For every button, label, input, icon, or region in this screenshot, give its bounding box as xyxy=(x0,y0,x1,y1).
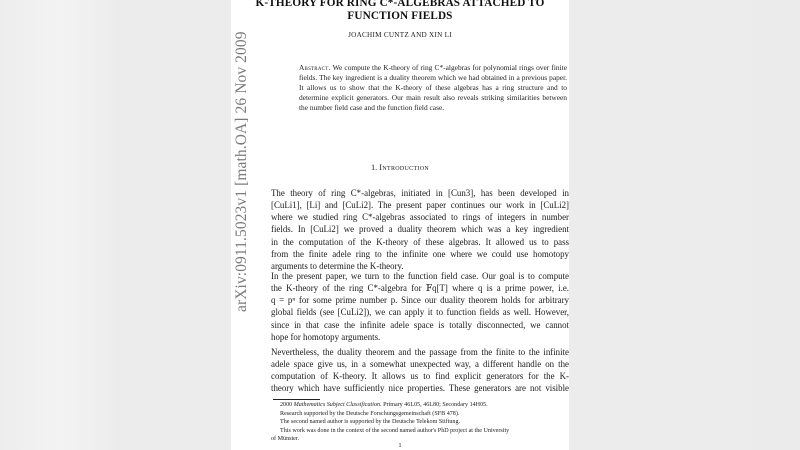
paper-authors: JOACHIM CUNTZ AND XIN LI xyxy=(348,31,452,39)
paragraph-line: q = pⁿ for some prime number p. Since our duality theorem holds for arbitrary xyxy=(271,295,569,306)
section-number: 1. xyxy=(370,163,378,172)
paragraph-line: theory which have sufficiently nice properties. These generators are not visible xyxy=(271,383,569,394)
paragraph-line: In the present paper, we turn to the function field case. Our goal is to compute xyxy=(271,271,569,281)
footnote-msc xyxy=(271,401,569,410)
footnote-line: The second named author is supported by the Deutsche Telekom Stiftung. xyxy=(280,419,461,426)
abstract xyxy=(299,63,567,113)
abstract-text: We compute the K-theory of ring C*-algebras for polynomial rings over finite fields. The key ingredient is a duality theorem which we had obtained in a previous paper. It allows us to show that the K-theory of these algebras has a ring structure and to determine explicit generators. Our main result also reveals striking similarities between the number field case and the function field case. xyxy=(299,63,567,113)
msc-label: Mathematics Subject Classification. xyxy=(293,402,382,408)
paragraph-line: where we studied ring C*-algebras associated to rings of integers in number xyxy=(271,212,569,223)
paper-title xyxy=(231,0,569,23)
paragraph-line: Nevertheless, the duality theorem and the passage from the finite to the infinite xyxy=(271,347,569,357)
paragraph-line: from the finite adele ring to the infinite one where we could use homotopy xyxy=(271,248,569,259)
footnote-line: This work was done in the context of the second named author's PhD project at the University xyxy=(280,427,510,434)
paragraph-line: The theory of ring C*-algebras, initiated in [Cun3], has been developed in xyxy=(271,188,569,198)
footnote-line: of Münster. xyxy=(271,436,300,443)
abstract-label: Abstract. xyxy=(299,63,331,72)
paragraph-line: the K-theory of the ring C*-algebra for 𝔽q[T] where q is a prime power, i.e. xyxy=(271,283,569,294)
arxiv-stamp: arXiv:0911.5023v1 [math.OA] 26 Nov 2009 xyxy=(233,31,250,312)
msc-year: 2000 xyxy=(280,402,293,408)
paragraph-line: arguments to determine the K-theory. xyxy=(271,260,404,271)
paragraph-2 xyxy=(271,270,569,343)
paragraph-line: since in that case the infinite adele space is totally disconnected, we cannot xyxy=(271,319,569,330)
footnote-divider xyxy=(273,399,320,400)
paragraph-line: global fields (see [CuLi2]), we can apply it to function fields as well. However, xyxy=(271,307,569,318)
page-number: 1 xyxy=(398,442,402,449)
section-title: Introduction xyxy=(379,163,429,172)
paragraph-line: computation of K-theory. It allows us to find explicit generators for the K- xyxy=(271,371,569,382)
title-line-1: K-THEORY FOR RING C*-ALGEBRAS ATTACHED TO xyxy=(255,0,545,9)
paragraph-line: adele space give us, in a somewhat unexpected way, a different handle on the xyxy=(271,359,569,370)
title-line-2: FUNCTION FIELDS xyxy=(347,10,453,22)
footnotes xyxy=(271,401,569,444)
paragraph-line: [CuLi1], [Li] and [CuLi2]. The present paper continues our work in [CuLi2] xyxy=(271,200,569,211)
paragraph-1 xyxy=(271,187,569,272)
pdf-page xyxy=(231,0,569,450)
footnote-line: Research supported by the Deutsche Forschungsgemeinschaft (SFB 478). xyxy=(280,410,460,417)
paragraph-3 xyxy=(271,346,569,395)
msc-text: Primary 46L05, 46L80; Secondary 14H05. xyxy=(383,402,488,408)
paragraph-line: hope for homotopy arguments. xyxy=(271,331,381,342)
section-heading xyxy=(231,163,569,172)
paragraph-line: in the computation of the K-theory of these algebras. It allowed us to pass xyxy=(271,236,569,247)
paragraph-line: fields. In [CuLi2] we proved a duality theorem which was a key ingredient xyxy=(271,224,569,235)
